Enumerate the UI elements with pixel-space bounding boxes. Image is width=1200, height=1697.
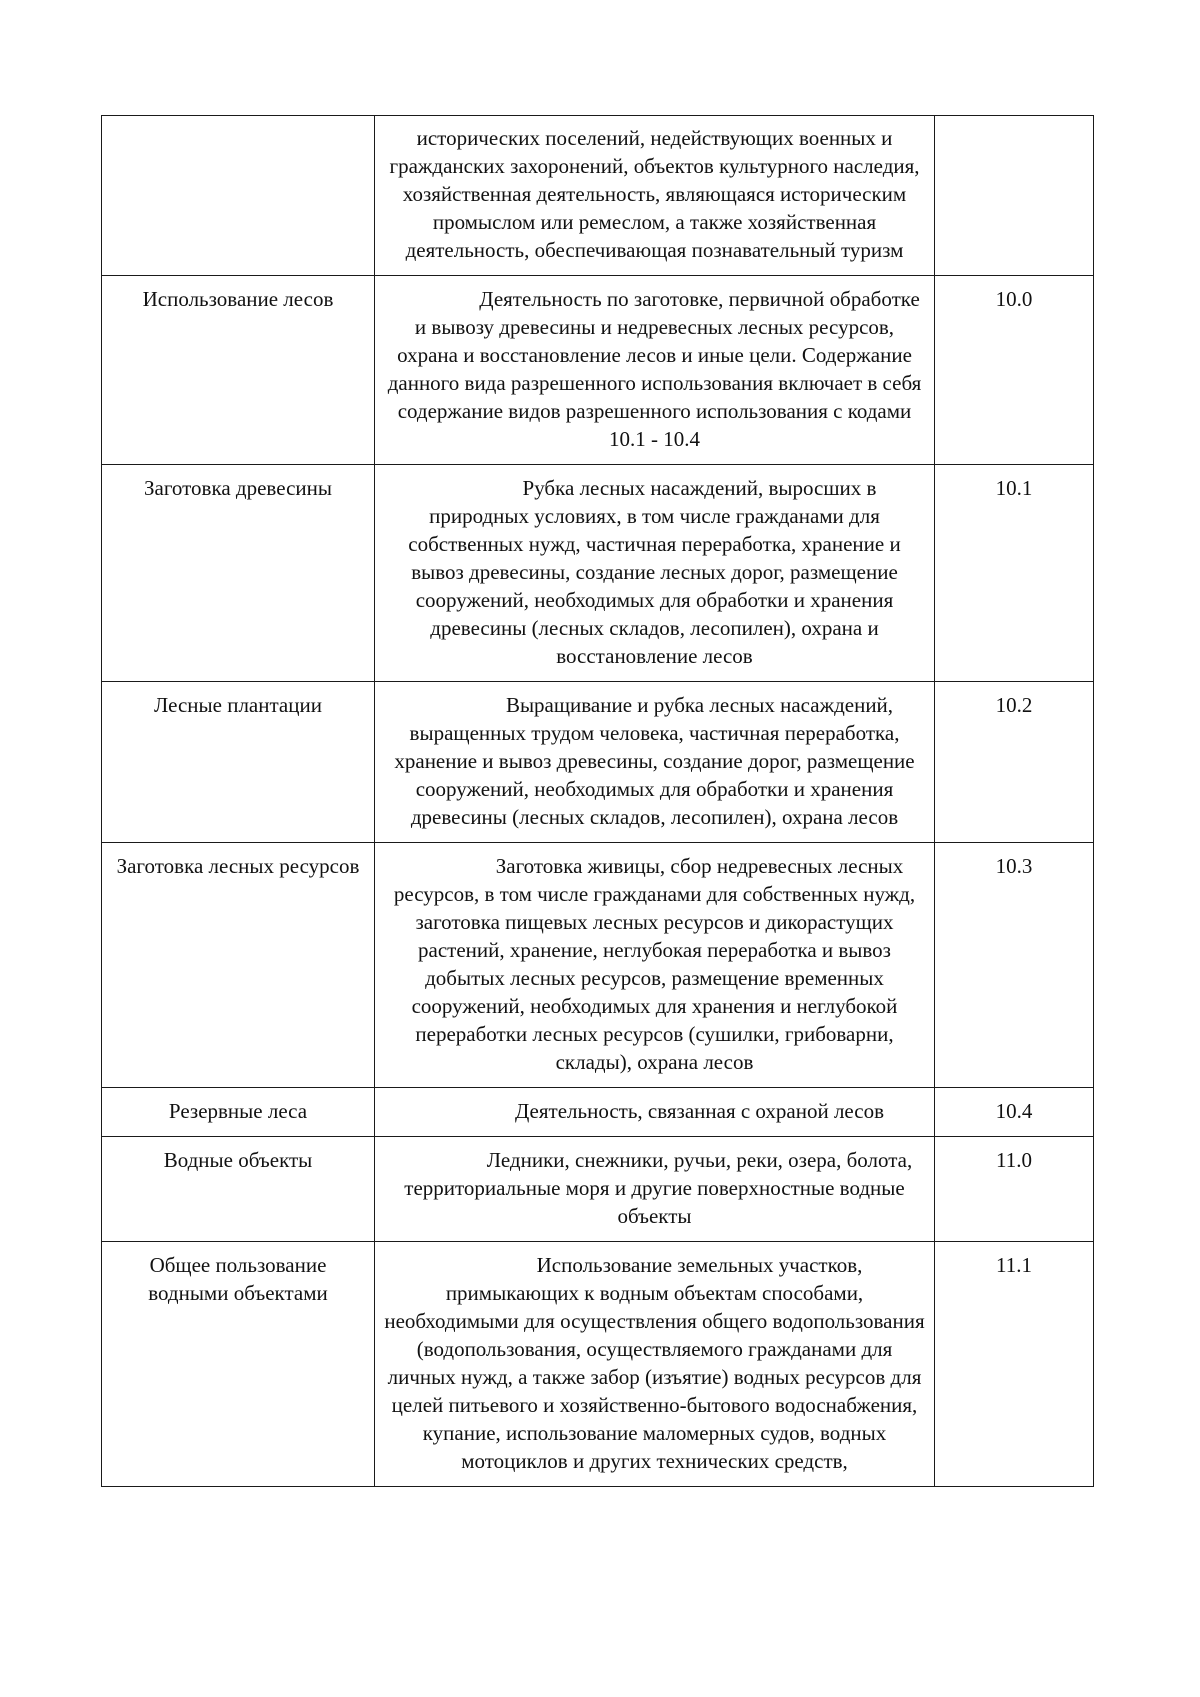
table-row — [102, 1137, 1094, 1242]
use-name-cell: Общее пользование водными объектами — [102, 1242, 375, 1487]
table-row — [102, 116, 1094, 276]
use-name-cell: Лесные плантации — [102, 682, 375, 843]
use-description-cell: Выращивание и рубка лесных насаждений, выращенных трудом человека, частичная переработка, хранение и вывоз древесины, создание дорог, размещение сооружений, необходимых для обработки и хранения древесины (лесных складов, лесопилен), охрана лесов — [375, 682, 935, 843]
table-row — [102, 1088, 1094, 1137]
use-description-cell: Деятельность по заготовке, первичной обработке и вывозу древесины и недревесных лесных ресурсов, охрана и восстановление лесов и иные цели. Содержание данного вида разрешенного использования включает в себя содержание видов разрешенного использования с кодами 10.1 - 10.4 — [375, 276, 935, 465]
use-description-cell: Рубка лесных насаждений, выросших в природных условиях, в том числе гражданами для собственных нужд, частичная переработка, хранение и вывоз древесины, создание лесных дорог, размещение сооружений, необходимых для обработки и хранения древесины (лесных складов, лесопилен), охрана и восстановление лесов — [375, 465, 935, 682]
land-use-table — [101, 115, 1094, 1487]
use-description-cell: Деятельность, связанная с охраной лесов — [375, 1088, 935, 1137]
use-code-cell: 10.3 — [935, 843, 1094, 1088]
use-code-cell: 10.1 — [935, 465, 1094, 682]
use-description-cell: Заготовка живицы, сбор недревесных лесных ресурсов, в том числе гражданами для собственных нужд, заготовка пищевых лесных ресурсов и дикорастущих растений, хранение, неглубокая переработка и вывоз добытых лесных ресурсов, размещение временных сооружений, необходимых для хранения и неглубокой переработки лесных ресурсов (сушилки, грибоварни, склады), охрана лесов — [375, 843, 935, 1088]
use-code-cell: 10.2 — [935, 682, 1094, 843]
use-code-cell: 10.4 — [935, 1088, 1094, 1137]
use-description-cell: Ледники, снежники, ручьи, реки, озера, болота, территориальные моря и другие поверхностные водные объекты — [375, 1137, 935, 1242]
use-name-cell: Водные объекты — [102, 1137, 375, 1242]
use-name-cell: Резервные леса — [102, 1088, 375, 1137]
use-description-cell: Использование земельных участков, примыкающих к водным объектам способами, необходимыми для осуществления общего водопользования (водопользования, осуществляемого гражданами для личных нужд, а также забор (изъятие) водных ресурсов для целей питьевого и хозяйственно-бытового водоснабжения, купание, использование маломерных судов, водных мотоциклов и других технических средств, — [375, 1242, 935, 1487]
use-name-cell: Заготовка лесных ресурсов — [102, 843, 375, 1088]
use-code-cell: 10.0 — [935, 276, 1094, 465]
use-name-cell: Использование лесов — [102, 276, 375, 465]
table-row — [102, 276, 1094, 465]
use-name-cell: Заготовка древесины — [102, 465, 375, 682]
use-name-cell — [102, 116, 375, 276]
table-row — [102, 682, 1094, 843]
use-code-cell: 11.0 — [935, 1137, 1094, 1242]
table-row — [102, 465, 1094, 682]
use-code-cell: 11.1 — [935, 1242, 1094, 1487]
table-row — [102, 843, 1094, 1088]
table-row — [102, 1242, 1094, 1487]
use-description-cell: исторических поселений, недействующих военных и гражданских захоронений, объектов культурного наследия, хозяйственная деятельность, являющаяся историческим промыслом или ремеслом, а также хозяйственная деятельность, обеспечивающая познавательный туризм — [375, 116, 935, 276]
use-code-cell — [935, 116, 1094, 276]
